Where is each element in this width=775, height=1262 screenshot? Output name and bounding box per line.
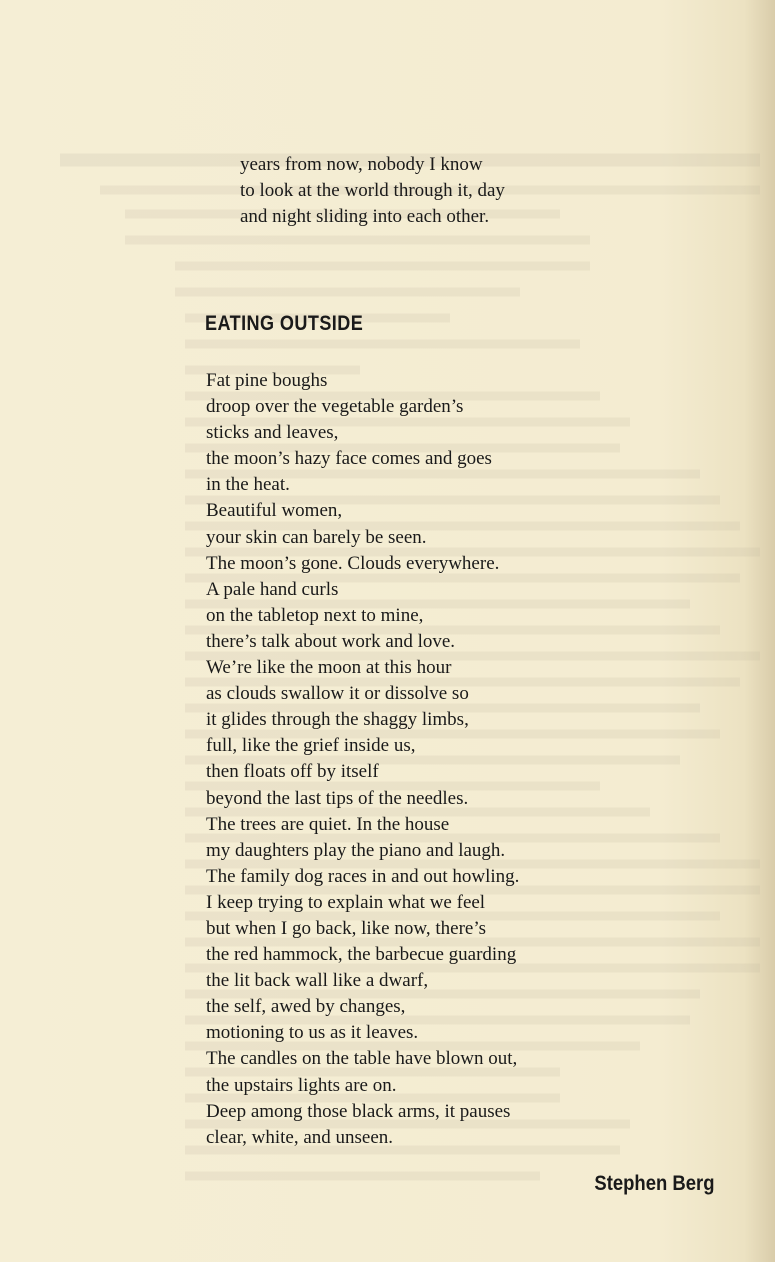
poem-line: The trees are quiet. In the house xyxy=(206,813,450,835)
poem-line: it glides through the shaggy limbs, xyxy=(206,709,469,731)
poem-line: clear, white, and unseen. xyxy=(206,1126,394,1148)
poem-line: The family dog races in and out howling. xyxy=(206,865,520,887)
poem-line: The moon’s gone. Clouds everywhere. xyxy=(206,552,500,574)
poem-line: there’s talk about work and love. xyxy=(206,630,456,652)
poem-line: as clouds swallow it or dissolve so xyxy=(206,683,469,705)
poem-line: on the tabletop next to mine, xyxy=(206,604,424,626)
stanza-line: to look at the world through it, day xyxy=(240,180,505,201)
poem-line: the self, awed by changes, xyxy=(206,996,406,1018)
poem-line: your skin can barely be seen. xyxy=(206,526,427,548)
poem-line: A pale hand curls xyxy=(206,578,339,600)
stanza-line: years from now, nobody I know xyxy=(240,154,483,175)
poem-line: the red hammock, the barbecue guarding xyxy=(206,944,517,966)
poem-line: droop over the vegetable garden’s xyxy=(206,396,464,418)
poem-line: motioning to us as it leaves. xyxy=(206,1022,419,1044)
poem-line: Deep among those black arms, it pauses xyxy=(206,1100,511,1122)
stanza-line: and night sliding into each other. xyxy=(240,206,490,227)
continued-stanza xyxy=(240,152,505,230)
poem-line: The candles on the table have blown out, xyxy=(206,1048,518,1070)
poem-line: the upstairs lights are on. xyxy=(206,1074,397,1096)
poem-line: my daughters play the piano and laugh. xyxy=(206,839,506,861)
poem-line: sticks and leaves, xyxy=(206,422,339,444)
poem-line: full, like the grief inside us, xyxy=(206,735,416,757)
poem-author: Stephen Berg xyxy=(594,1172,715,1195)
poem-line: beyond the last tips of the needles. xyxy=(206,787,469,809)
poem-line: but when I go back, like now, there’s xyxy=(206,917,486,939)
poem-line: I keep trying to explain what we feel xyxy=(206,891,486,913)
poem-line: the moon’s hazy face comes and goes xyxy=(206,448,492,470)
poem-line: Fat pine boughs xyxy=(206,370,328,391)
poem-line: We’re like the moon at this hour xyxy=(206,657,452,679)
poem-line: in the heat. xyxy=(206,474,290,496)
poem-body xyxy=(206,368,519,1151)
poem-line: Beautiful women, xyxy=(206,500,343,522)
poem-line: then floats off by itself xyxy=(206,761,379,783)
poem-title: EATING OUTSIDE xyxy=(205,312,364,335)
poem-line: the lit back wall like a dwarf, xyxy=(206,970,429,992)
